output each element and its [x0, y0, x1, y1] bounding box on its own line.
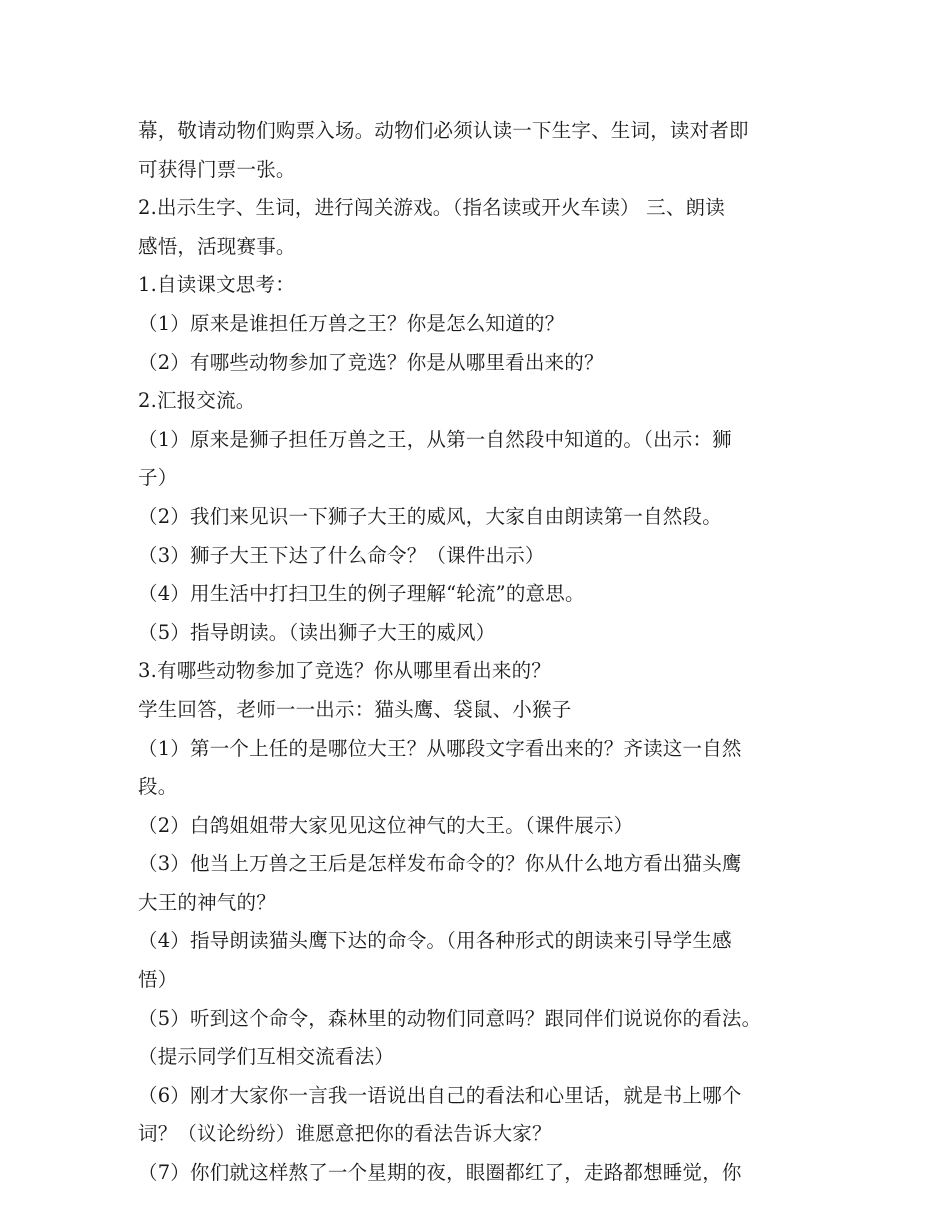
text-line: （1）原来是狮子担任万兽之王，从第一自然段中知道的。（出示：狮 [138, 427, 732, 451]
text-line: （3）狮子大王下达了什么命令？（课件出示） [138, 543, 545, 567]
text-line: （6）刚才大家你一言我一语说出自己的看法和心里话，就是书上哪个 [138, 1083, 742, 1107]
text-line: 学生回答，老师一一出示：猫头鹰、袋鼠、小猴子 [138, 697, 572, 721]
text-line: （2）白鸽姐姐带大家见见这位神气的大王。（课件展示） [138, 813, 634, 837]
text-line: （1）第一个上任的是哪位大王？从哪段文字看出来的？齐读这一自然 [138, 736, 742, 760]
text-line: （2）有哪些动物参加了竞选？你是从哪里看出来的？ [138, 350, 604, 374]
text-line: 可获得门票一张。 [138, 157, 296, 181]
text-line: 3.有哪些动物参加了竞选？你从哪里看出来的？ [138, 659, 552, 683]
text-line: （3）他当上万兽之王后是怎样发布命令的？你从什么地方看出猫头鹰 [138, 852, 742, 876]
text-line: （5）听到这个命令，森林里的动物们同意吗？跟同伴们说说你的看法。 [138, 1006, 762, 1030]
text-line: 1.自读课文思考： [138, 273, 295, 297]
text-line: 幕，敬请动物们购票入场。动物们必须认读一下生字、生词，读对者即 [138, 119, 749, 142]
text-line: （2）我们来见识一下狮子大王的威风，大家自由朗读第一自然段。 [138, 504, 722, 528]
text-line: （4）用生活中打扫卫生的例子理解“轮流”的意思。 [138, 582, 585, 606]
text-line: （5）指导朗读。（读出狮子大王的威风） [138, 620, 496, 644]
text-line: 子） [138, 466, 178, 490]
text-line: 词？（议论纷纷）谁愿意把你的看法告诉大家？ [138, 1122, 552, 1146]
text-line: （1）原来是谁担任万兽之王？你是怎么知道的？ [138, 311, 565, 335]
text-line: （提示同学们互相交流看法） [138, 1045, 395, 1069]
text-line: 2.汇报交流。 [138, 389, 256, 413]
text-line: 大王的神气的？ [138, 890, 276, 914]
document-body [138, 112, 838, 1193]
text-line: 2.出示生字、生词，进行闯关游戏。（指名读或开火车读） 三、朗读 [138, 196, 725, 220]
text-line: 段。 [138, 775, 178, 799]
text-line: （4）指导朗读猫头鹰下达的命令。（用各种形式的朗读来引导学生感 [138, 929, 732, 953]
text-line: 悟） [138, 968, 178, 992]
text-line: 感悟，活现赛事。 [138, 234, 296, 258]
text-line: （7）你们就这样熬了一个星期的夜，眼圈都红了，走路都想睡觉，你 [138, 1161, 742, 1185]
